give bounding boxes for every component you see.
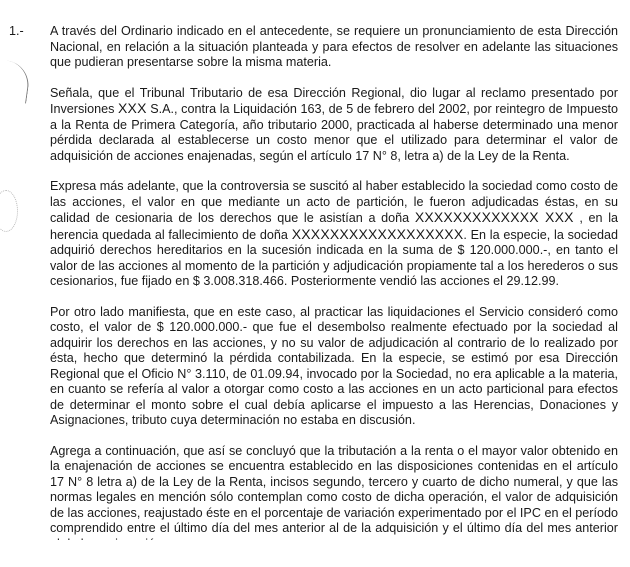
- p3-text-c: . En la especie, la sociedad adquirió derechos hereditarios en la sucesión indicada en la suma de $ 120.000.000.-, en tanto el valor de las acciones al momento de la partición y adjudicación propiamente tal a los herederos o sus cesionarios, fue fijado en $ 3.008.318.466. Posteriormente vendió las acciones el 29.12.99.: [50, 227, 618, 288]
- p2-text-a: Señala, que el Tribunal Tributario de esa Dirección Regional, dio lugar al reclamo presentado por Inversiones: [50, 85, 618, 116]
- p3-text-a: Expresa más adelante, que la controversia se suscitó al haber establecido la sociedad como costo de las acciones, el valor en que mediante un acto de partición, le fueron adjudicadas éstas, en su calidad de cesionaria de los derechos que le asistían a doña: [50, 179, 618, 225]
- redacted-name-1: XXXXXXXXXXXXX XXX: [414, 209, 574, 225]
- page-bottom-crop: [0, 540, 630, 559]
- redacted-name-2: XXXXXXXXXXXXXXXXXX: [291, 225, 464, 242]
- paragraph-5: Agrega a continuación, que así se concluyó que la tributación a la renta o el mayor valor obtenido en la enajenación de acciones se encuentra establecido en las disposiciones contenidas en el artículo 17 N° 8 letra a) de la Ley de la Renta, incisos segundo, tercero y cuarto de dicho numeral, y que las normas legales en mención sólo contemplan como costo de dicha operación, el valor de adquisición de las acciones, reajustado éste en el porcentaje de variación experimentado por el IPC en el período comprendido entre el último día del mes anterior al de la adquisición y el último día del mes anterior: [50, 443, 618, 535]
- p2-text-b: S.A., contra la Liquidación 163, de 5 de febrero del 2002, por reintegro de Impuesto a la Renta de Primera Categoría, año tributario 2000, practicada al haberse determinado una menor pérdida declarada al establecerse un costo menor que el utilizado para determinar el valor de adquisición de acciones enajenadas, según el artículo 17 N° 8, letra a) de la Ley de la Renta.: [50, 102, 618, 163]
- paragraph-4: Por otro lado manifiesta, que en este caso, al practicar las liquidaciones el Servicio consideró como costo, el valor de $ 120.000.000.- que fue el desembolso realmente efectuado por la sociedad al adquirir los derechos en las acciones, y no su valor de adjudicación al contrario de lo realizado por ésta, hecho que determinó la pérdida contabilizada. En la especie, se estimó por esa Dirección Regional que el Oficio N° 3.110, de 01.09.94, invocado por la Sociedad, no era aplicable a la materia, en cuanto se refería al valor a otorgar como costo a las acciones en un acto particional para efectos de determinar el monto sobre el cual debía aplicarse el impuesto a las Herencias, Donaciones y Asignaciones, tributo cuya determinación no estaba en discusión.: [50, 304, 618, 427]
- body-text: [50, 24, 618, 567]
- paragraph-3: [50, 179, 618, 290]
- redacted-name: XXX: [118, 100, 147, 116]
- margin-mark: [1, 60, 31, 103]
- paragraph-1: A través del Ordinario indicado en el antecedente, se requiere un pronunciamiento de esta Dirección Nacional, en relación a la situación planteada y para efectos de resolver en adelante las situaciones que pudieran presentarse sobre la misma materia.: [50, 24, 618, 69]
- section-number: 1.-: [9, 24, 24, 38]
- faint-stamp: [0, 190, 18, 232]
- p3-text-b: , en la herencia quedada al fallecimiento de doña: [50, 211, 618, 242]
- paragraph-2: [50, 86, 618, 165]
